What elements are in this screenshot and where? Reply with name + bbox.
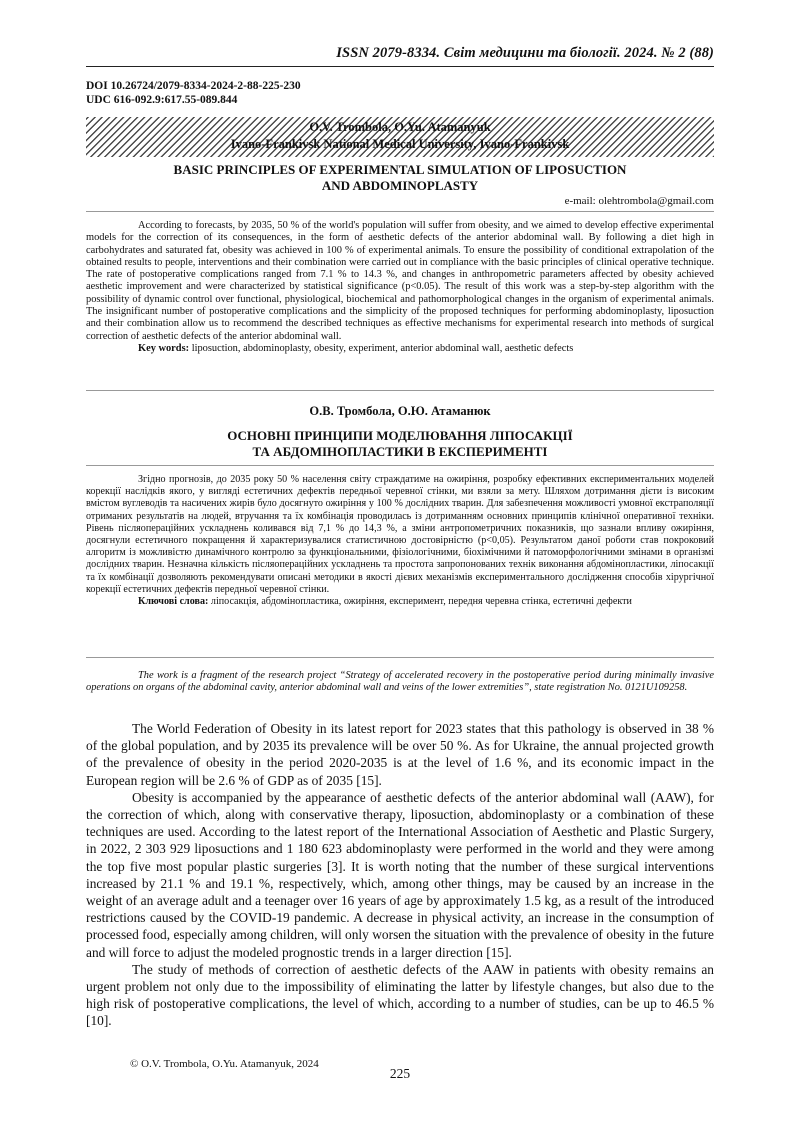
article-identifiers (86, 79, 301, 107)
journal-header: ISSN 2079-8334. Світ медицини та біології. 2024. № 2 (88) (336, 45, 714, 61)
authors-banner (86, 117, 714, 157)
authors-ua: О.В. Тромбола, О.Ю. Атаманюк (309, 404, 491, 418)
contact-email: e-mail: olehtrombola@gmail.com (564, 195, 714, 207)
body-paragraph-2: Obesity is accompanied by the appearance of aesthetic defects of the anterior abdominal wall (AAW), for the correction of which, along with conservative therapy, liposuction, abdominoplasty or a combination of these techniques are used. According to the latest report of the International Association of Aesthetic and Plastic Surgery, in 2022, 2 303 929 liposuctions and 1 180 623 abdominoplasty were performed in the world and they were among the top five most popular plastic surgeries [3]. It is worth noting that the number of these surgical interventions increased by 21.1 % and 19.1 %, respectively, which, among other things, may be caused by an increase in the weight of an average adult and a teenager over 16 years of age by approximately 1.5 kg, as a result of the introduced restrictions caused by the COVID-19 pandemic. A decrease in physical activity, an increase in the consumption of processed food, especially among children, will only worsen the situation with the prevalence of obesity in the future and will force to adjust the modeled prognostic trends in a larger direction [15]. (86, 789, 714, 960)
title-en-line-2: AND ABDOMINOPLASTY (321, 178, 479, 193)
abstract-en-bottom-rule (86, 390, 714, 391)
title-ua-line-1: ОСНОВНІ ПРИНЦИПИ МОДЕЛЮВАННЯ ЛІПОСАКЦІЇ (227, 428, 573, 443)
copyright-notice: © O.V. Trombola, O.Yu. Atamanyuk, 2024 (130, 1058, 319, 1070)
abstract-en-text: According to forecasts, by 2035, 50 % of the world's population will suffer from obesity, and we aimed to develop effective experimental models for the correction of its consequences, in the form of aesthetic defects of the anterior abdominal wall. By following a diet high in carbohydrates and saturated fat, obesity was achieved in 100 % of experimental animals. To ensure the possibility of conditional extrapolation of the obtained results to people, interventions and their combination were carried out in compliance with the basic principles of clinical operative technique. The rate of postoperative complications ranged from 7.1 % to 14.3 %, and changes in anthropometric parameters affected by obesity achieved aesthetic improvement and were characterized by statistical significance (p<0.05). The result of this work was a step-by-step algorithm with the possibility of dynamic control over functional, physiological, biochemical and pathomorphological changes in the organism of experimental animals. The insignificant number of postoperative complications and the simplicity of the proposed techniques for performing abdominoplasty, liposuction and their combination allow us to recommend the described techniques as effective mechanisms for experimental research into methods of surgical correction of aesthetic defects of the anterior abdominal wall. (86, 220, 714, 342)
title-ua-line-2: ТА АБДОМІНОПЛАСТИКИ В ЕКСПЕРИМЕНТІ (252, 444, 548, 459)
article-title-ua (86, 428, 714, 460)
keywords-ua-list: ліпосакція, абдомінопластика, ожиріння, експеримент, передня черевна стінка, естетичні дефекти (210, 596, 632, 608)
body-paragraph-3: The study of methods of correction of aesthetic defects of the AAW in patients with obesity remains an urgent problem not only due to the impossibility of eliminating the latter by lifestyle changes, but also due to the high risk of postoperative complications, the level of which, according to a number of studies, can be up to 46.5 % [10]. (86, 961, 714, 1029)
page-number: 225 (389, 1066, 411, 1081)
abstract-ua-top-rule (86, 465, 714, 466)
body-paragraph-1: The World Federation of Obesity in its latest report for 2023 states that this pathology is observed in 38 % of the global population, and by 2035 its prevalence will be over 50 %. As for Ukraine, the annual projected growth of the prevalence of obesity in the period 2020-2035 is at the level of 1.6 %, and its economic impact in the European region will be 2.6 % of GDP as of 2035 [15]. (86, 721, 714, 788)
affiliation-en: Ivano-Frankivsk National Medical University, Ivano-Frankivsk (230, 137, 570, 151)
keywords-en-label: Key words: (138, 342, 190, 354)
abstract-ua-text: Згідно прогнозів, до 2035 року 50 % населення світу страждатиме на ожиріння, розробку ефективних експериментальних моделей корекції наслідків якого, у вигляді естетичних дефектів передньої черевної стінки, ми взяли за мету. Шляхом дотримання дієти із високим вмістом вуглеводів та насичених жирів було досягнуто ожиріння у 100 % дослідних тварин. Для забезпечення можливості умовної екстраполяції отриманих результатів на людей, втручання та їх комбінація проводилась із дотриманням основних принципів клінічної оперативної техніки. Рівень післяопераційних ускладнень коливався від 7,1 % до 14,3 %, а зміни антропометричних показників, що зазнали впливу ожиріння, досягнули естетичного покращення й характеризувалися статистичною достовірністю (р<0,05). Результатом даної роботи став покроковий алгоритм із можливістю динамічного контролю за функціональними, фізіологічними, біохімічними й патоморфологічними змінами в організмі дослідних тварин. Незначна кількість післяопераційних ускладнень та простота запропонованих технік виконання абдомінопластики, ліпосакції та їх комбінації дозволяють рекомендувати описані методики в якості дієвих механізмів експериментального дослідження способів хірургічної корекції естетичних дефектів передньої черевної стінки. (86, 474, 714, 595)
article-body (86, 720, 714, 1030)
abstract-ua (86, 474, 714, 608)
keywords-en-list: liposuction, abdominoplasty, obesity, experiment, anterior abdominal wall, aesthetic defects (191, 342, 574, 354)
abstract-en (86, 220, 714, 355)
keywords-ua (86, 596, 714, 608)
header-divider (86, 66, 714, 67)
doi-line: DOI 10.26724/2079-8334-2024-2-88-225-230 (86, 80, 301, 92)
funding-note (86, 670, 714, 695)
article-title-en (86, 162, 714, 194)
authors-en: O.V. Trombola, O.Yu. Atamanyuk (309, 120, 491, 134)
abstract-ua-bottom-rule (86, 657, 714, 658)
title-en-line-1: BASIC PRINCIPLES OF EXPERIMENTAL SIMULATION OF LIPOSUCTION (173, 162, 627, 177)
funding-text: The work is a fragment of the research project “Strategy of accelerated recovery in the postoperative period during minimally invasive operations on organs of the abdominal cavity, anterior abdominal wall and veins of the lower extremities”, state registration No. 0121U109258. (86, 670, 714, 694)
abstract-en-top-rule (86, 211, 714, 212)
keywords-ua-label: Ключові слова: (138, 596, 209, 608)
udc-line: UDC 616-092.9:617.55-089.844 (86, 94, 238, 106)
keywords-en (86, 343, 714, 355)
